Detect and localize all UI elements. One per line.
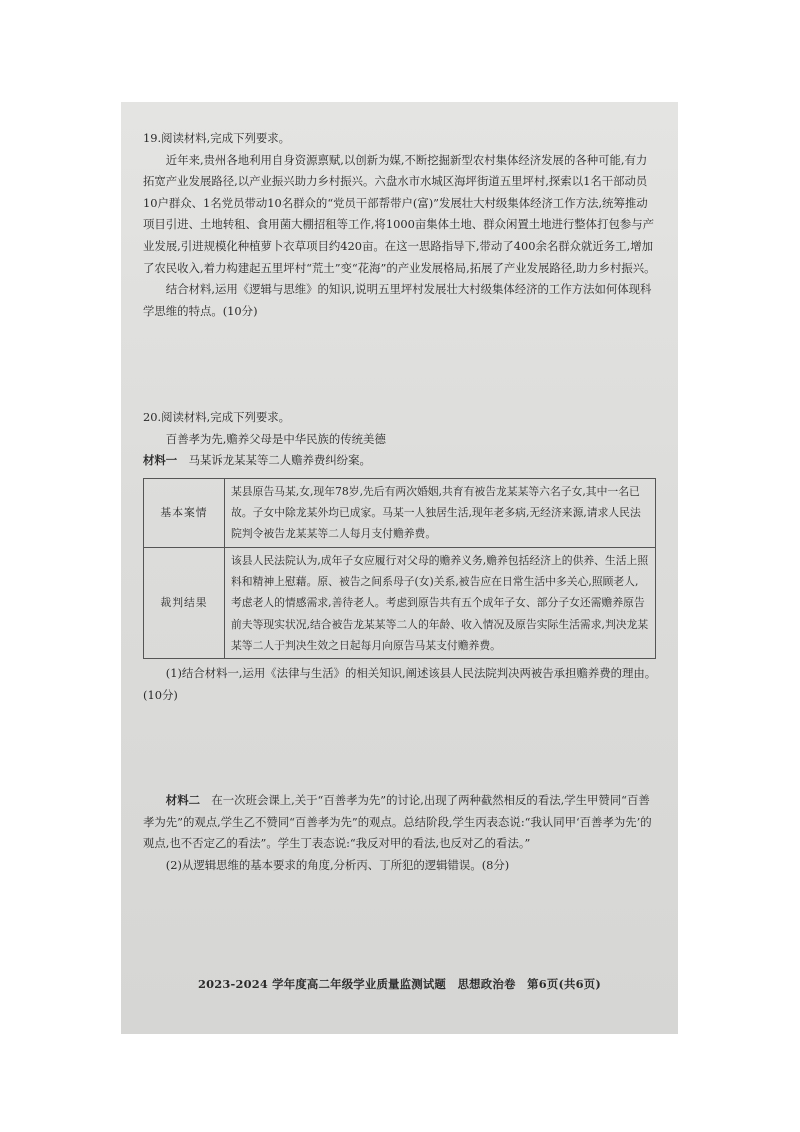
material-1-caption: 马某诉龙某某等二人赡养费纠纷案。 xyxy=(188,453,371,468)
question-19-title: 19.阅读材料,完成下列要求。 xyxy=(143,131,291,145)
material-1-label: 材料一 xyxy=(143,453,178,468)
table-row xyxy=(144,478,656,547)
question-20-material-2 xyxy=(143,790,658,876)
table-row xyxy=(144,547,656,658)
page-footer: 2023-2024 学年度高二年级学业质量监测试题 思想政治卷 第6页(共6页) xyxy=(198,977,601,991)
material-1-heading xyxy=(143,450,658,472)
case-row-text: 某县原告马某,女,现年78岁,先后有两次婚姻,共育有被告龙某某等六名子女,其中一名已故。子女中除龙某外均已成家。马某一人独居生活,现年老多病,无经济来源,请求人民法院判令被告龙某某等二人每月支付赡养费。 xyxy=(225,478,656,547)
case-row-label: 基本案情 xyxy=(144,478,225,547)
question-19-material: 近年来,贵州各地利用自身资源禀赋,以创新为媒,不断挖掘新型农村集体经济发展的各种可能,有力拓宽产业发展路径,以产业振兴助力乡村振兴。六盘水市水城区海坪街道五里坪村,探索以1名干部动员10户群众、1名党员带动10名群众的“党员干部帮带户(富)”发展壮大村级集体经济工作方法,统筹推动项目引进、土地转租、食用菌大棚招租等工作,将1000亩集体土地、群众闲置土地进行整体打包参与产业发展,引进规模化种植萝卜衣草项目约420亩。在这一思路指导下,带动了400余名群众就近务工,增加了农民收入,着力构建起五里坪村“荒土”变“花海”的产业发展格局,拓展了产业发展路径,助力乡村振兴。 xyxy=(143,152,656,275)
case-row-label: 裁判结果 xyxy=(144,547,225,658)
sub-question-1: (1)结合材料一,运用《法律与生活》的相关知识,阐述该县人民法院判决两被告承担赡养费的理由。(10分) xyxy=(143,666,657,702)
sub-question-2: (2)从逻辑思维的基本要求的角度,分析丙、丁所犯的逻辑错误。(8分) xyxy=(165,857,510,872)
material-2-text: 在一次班会课上,关于“百善孝为先”的讨论,出现了两种截然相反的看法,学生甲赞同“百善孝为先”的观点,学生乙不赞同“百善孝为先”的观点。总结阶段,学生丙表态说:“我认同甲‘百善孝为先’的观点,也不否定乙的看法”。学生丁表态说:“我反对甲的看法,也反对乙的看法。” xyxy=(143,793,652,851)
question-19-task: 结合材料,运用《逻辑与思维》的知识,说明五里坪村发展壮大村级集体经济的工作方法如何体现科学思维的特点。(10分) xyxy=(143,282,652,318)
question-19 xyxy=(143,128,658,322)
material-2-label: 材料二 xyxy=(165,793,200,807)
exam-page-photo xyxy=(121,102,678,1034)
question-20-title: 20.阅读材料,完成下列要求。 xyxy=(143,410,291,424)
case-row-text: 该县人民法院认为,成年子女应履行对父母的赡养义务,赡养包括经济上的供养、生活上照料和精神上慰藉。原、被告之间系母子(女)关系,被告应在日常生活中多关心,照顾老人,考虑老人的情感需求,善待老人。考虑到原告共有五个成年子女、部分子女还需赡养原告前夫等现实状况,结合被告龙某某等二人的年龄、收入情况及原告实际生活需求,判决龙某某等二人于判决生效之日起每月向原告马某支付赡养费。 xyxy=(225,547,656,658)
question-20 xyxy=(143,407,658,706)
question-20-theme: 百善孝为先,赡养父母是中华民族的传统美德 xyxy=(165,431,386,446)
case-table xyxy=(143,478,656,659)
